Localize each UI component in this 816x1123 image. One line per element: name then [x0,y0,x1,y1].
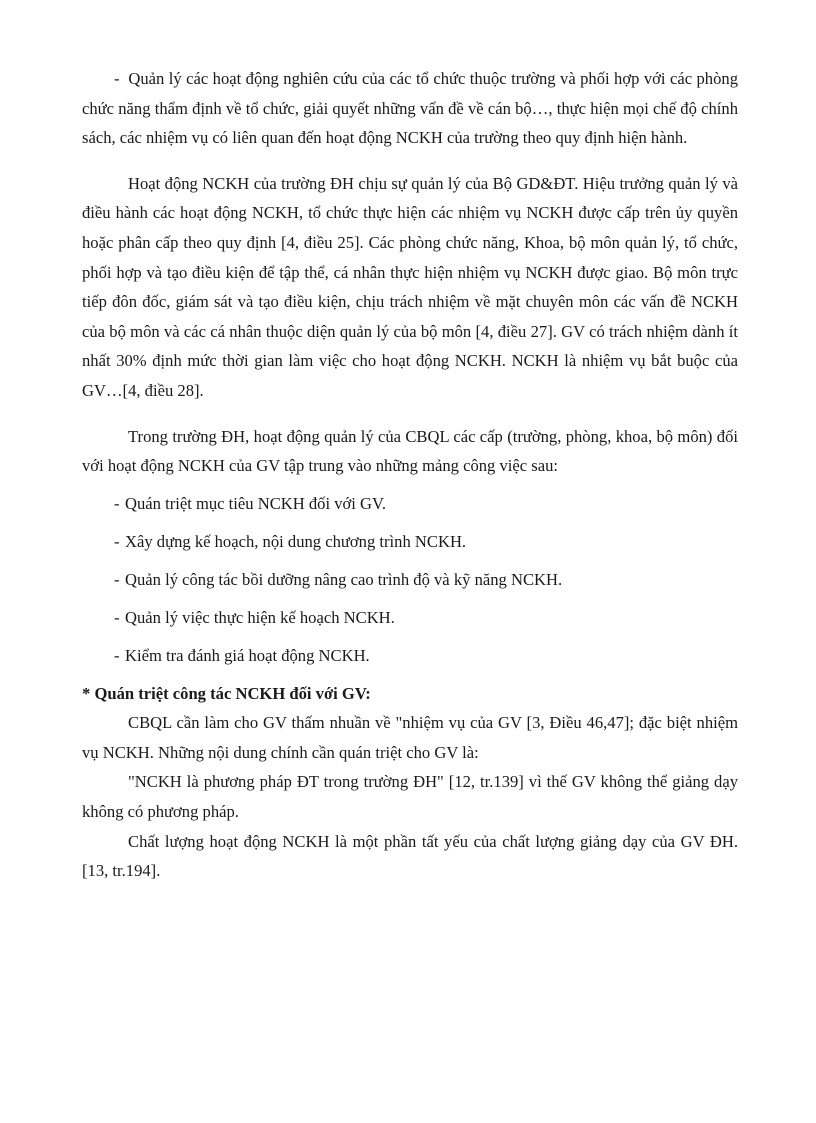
list-item-text: Quản lý công tác bồi dưỡng nâng cao trình độ và kỹ năng NCKH. [125,569,563,589]
list-item [82,527,738,557]
list-bullet: - [114,607,120,627]
management-paragraph: Hoạt động NCKH của trường ĐH chịu sự quản lý của Bộ GD&ĐT. Hiệu trưởng quản lý và điều hành các hoạt động NCKH, tổ chức thực hiện các nhiệm vụ NCKH được cấp trên ủy quyền hoặc phân cấp theo quy định [4, điều 25]. Các phòng chức năng, Khoa, bộ môn quản lý, tổ chức, phối hợp và tạo điều kiện để tập thể, cá nhân thực hiện nhiệm vụ NCKH được giao. Bộ môn trực tiếp đôn đốc, giám sát và tạo điều kiện, chịu trách nhiệm về mặt chuyên môn các vấn đề NCKH của bộ môn và các cá nhân thuộc diện quản lý của bộ môn [4, điều 27]. GV có trách nhiệm dành ít nhất 30% định mức thời gian làm việc cho hoạt động NCKH. NCKH là nhiệm vụ bắt buộc của GV…[4, điều 28]. [82,173,738,400]
list-item-text: Quản lý việc thực hiện kế hoạch NCKH. [125,607,395,627]
list-bullet: - [114,569,120,589]
quote-paragraph: "NCKH là phương pháp ĐT trong trường ĐH" [12, tr.139] vì thế GV không thể giảng dạy không có phương pháp. [82,772,738,822]
document-page [82,64,738,886]
focus-paragraph: Trong trường ĐH, hoạt động quản lý của CBQL các cấp (trường, phòng, khoa, bộ môn) đối với hoạt động NCKH của GV tập trung vào những mảng công việc sau: [82,426,738,476]
list-item [82,565,738,595]
intro-bullet-paragraph [82,64,738,153]
section-heading: * Quán triệt công tác NCKH đối với GV: [82,683,371,703]
list-item [82,641,738,671]
quality-paragraph: Chất lượng hoạt động NCKH là một phần tất yếu của chất lượng giảng dạy của GV ĐH.[13, tr.194]. [82,831,738,881]
list-item-text: Kiểm tra đánh giá hoạt động NCKH. [125,645,370,665]
list-bullet: - [114,531,120,551]
list-item [82,603,738,633]
list-bullet: - [114,645,120,665]
cbql-paragraph: CBQL cần làm cho GV thấm nhuần về "nhiệm vụ của GV [3, Điều 46,47]; đặc biệt nhiệm vụ NCKH. Những nội dung chính cần quán triệt cho GV là: [82,713,738,762]
list-item-text: Xây dựng kế hoạch, nội dung chương trình NCKH. [125,531,467,551]
focus-list [82,489,738,671]
list-item [82,489,738,519]
intro-bullet-marker: - [114,69,120,88]
list-bullet: - [114,493,120,513]
list-item-text: Quán triệt mục tiêu NCKH đối với GV. [125,493,387,513]
intro-bullet-text: Quản lý các hoạt động nghiên cứu của các tổ chức thuộc trường và phối hợp với các phòng chức năng thẩm định về tổ chức, giải quyết những vấn đề về cán bộ…, thực hiện mọi chế độ chính sách, các nhiệm vụ có liên quan đến hoạt động NCKH của trường theo quy định hiện hành. [82,69,738,148]
